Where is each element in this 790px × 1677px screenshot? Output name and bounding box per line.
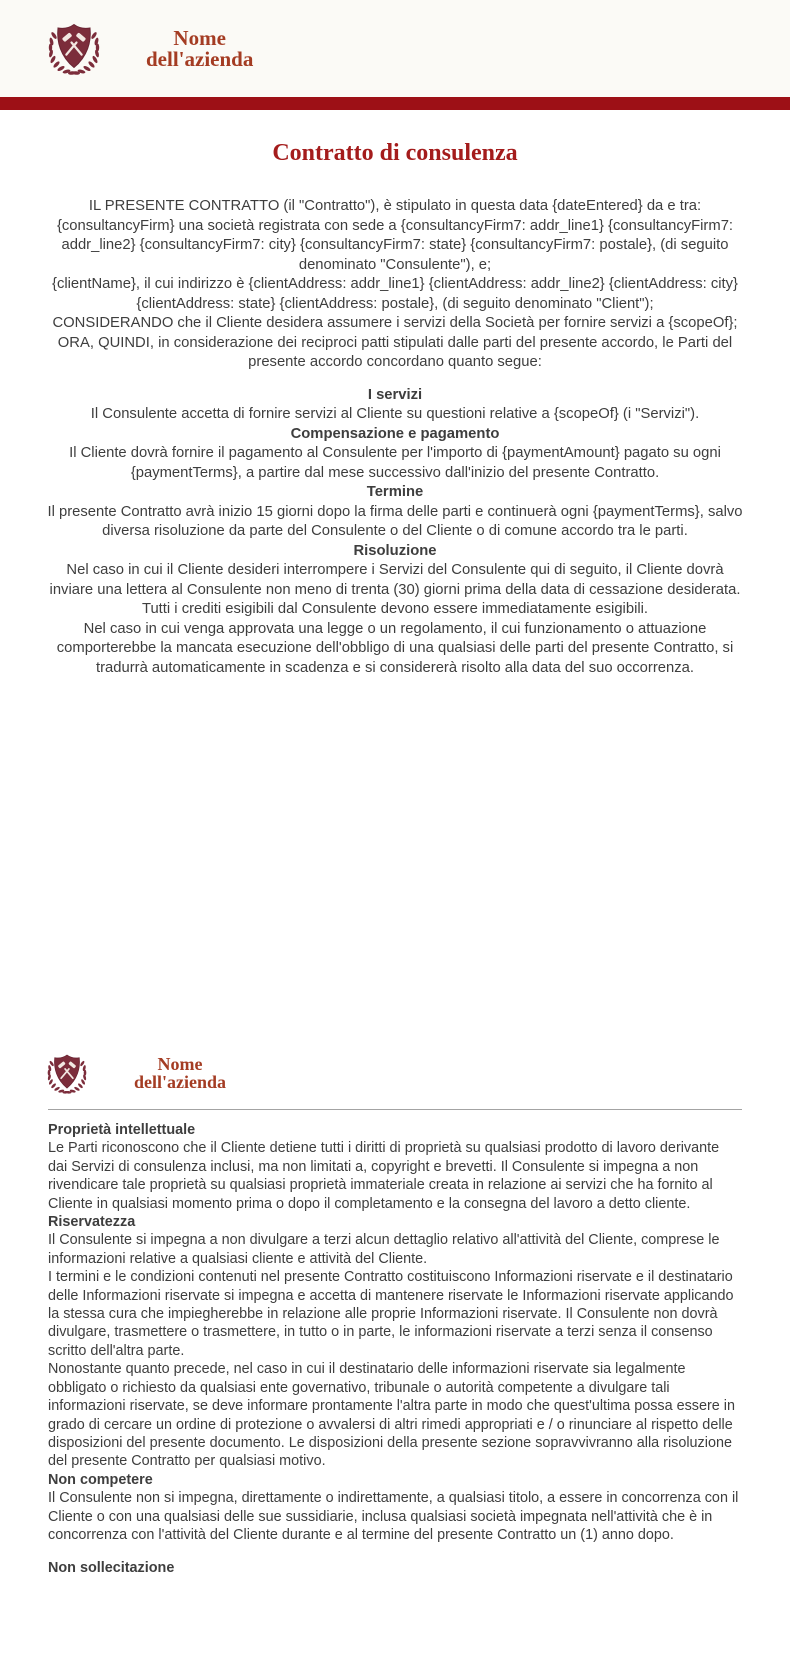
section-non-sollecitazione [48,1559,742,1577]
company-name [146,25,254,71]
intro-paragraph: {clientName}, il cui indirizzo è {clientAddress: addr_line1} {clientAddress: addr_line2} {clientAddress: city} {clientAddress: state} {clientAddress: postale}, (di seguito denominato "Client"); [52,276,738,312]
section-paragraph: Il Consulente non si impegna, direttamente o indirettamente, a qualsiasi titolo, a essere in concorrenza con il Cliente o con una qualsiasi delle sue sussidiarie, inclusa qualsiasi società impegnata nell'attività che è in concorrenza con l'attività del Cliente durante e al termine del presente Contratto un (1) anno dopo. [48,1490,739,1543]
section-paragraph: Nel caso in cui venga approvata una legge o un regolamento, il cui funzionamento o attuazione comporterebbe la mancata esecuzione dell'obbligo di una qualsiasi delle parti del presente Contratto, si tradurrà automaticamente in scadenza e si considererà risolto alla data del suo occorrenza. [56,620,734,676]
page1-sections [45,386,745,679]
section-non-competere [48,1471,742,1545]
section-paragraph: Il presente Contratto avrà inizio 15 giorni dopo la firma delle parti e continuerà ogni {paymentTerms}, salvo diversa risoluzione da parte del Consulente o del Cliente o di comune accordo tra le parti. [47,503,743,539]
section-heading: I servizi [367,386,423,403]
section-risoluzione [45,542,745,679]
section-termine [45,483,745,542]
page1-header [0,0,790,97]
company-name [134,1055,226,1091]
section-paragraph: I termini e le condizioni contenuti nel presente Contratto costituiscono Informazioni riservate e il destinatario delle Informazioni riservate si impegna e accetta di mantenere riservate le Informazioni riservate applicando la stessa cura che impiegherebbe in relazione alle proprie Informazioni riservate. Il Consulente non dovrà divulgare, trasmettere o trasmettere, in tutto o in parte, le informazioni riservate a terzi senza il consenso scritto dell'altra parte. [48,1269,734,1359]
page2 [0,1046,790,1578]
section-paragraph: Nel caso in cui il Cliente desideri interrompere i Servizi del Consulente qui di seguito, il Cliente dovrà inviare una lettera al Consulente non meno di trenta (30) giorni prima della data di cessazione desiderata. Tutti i crediti esigibili dal Consulente devono essere immediatamente esigibili. [49,562,741,617]
section-paragraph: Il Cliente dovrà fornire il pagamento al Consulente per l'importo di {paymentAmount} pagato su ogni {paymentTerms}, a partire dal mese successivo dall'inizio del presente Contratto. [69,445,721,481]
section-riservatezza [48,1213,742,1471]
section-heading: Risoluzione [353,542,437,559]
section-paragraph: Il Consulente accetta di fornire servizi al Cliente su questioni relative a {scopeOf} (i "Servizi"). [90,406,700,422]
intro-block [45,197,745,373]
company-name-line2: dell'azienda [146,46,254,71]
company-name-line1: Nome [173,25,226,50]
intro-paragraph: ORA, QUINDI, in considerazione dei reciproci patti stipulati dalle parti del presente accordo, le Parti del presente accordo concordano quanto segue: [57,334,733,370]
section-proprieta-intellettuale [48,1121,742,1213]
section-heading: Termine [366,484,424,500]
section-heading: Compensazione e pagamento [290,425,500,442]
section-paragraph: Nonostante quanto precede, nel caso in cui il destinatario delle informazioni riservate sia legalmente obbligato o richiesto da qualsiasi ente governativo, tribunale o autorità competente a divulgare tali informazioni riservate, se deve informare prontamente l'altra parte in modo che quest'ultima possa essere in grado di cercare un ordine di protezione o avvalersi di altri rimedi appropriati e / o rinunciare al rispetto delle disposizioni del presente documento. Le disposizioni della presente sezione sopravvivranno alla risoluzione del presente Contratto per qualsiasi motivo. [48,1361,735,1470]
company-name-line2: dell'azienda [134,1072,227,1092]
header-divider [48,1109,742,1110]
intro-paragraph: CONSIDERANDO che il Cliente desidera assumere i servizi della Società per fornire servizi a {scopeOf}; [52,315,738,331]
company-name-line1: Nome [157,1054,203,1074]
intro-paragraph: {consultancyFirm} una società registrata con sede a {consultancyFirm7: addr_line1} {consultancyFirm7: addr_line2} {consultancyFirm7: city} {consultancyFirm7: state} {consultancyFirm7: postale}, (di seguito denominato "Consulente"), e; [56,217,734,273]
company-crest-icon [44,1049,90,1098]
section-heading: Non sollecitazione [48,1560,175,1577]
section-i-servizi [45,386,745,425]
page2-header [0,1046,790,1100]
document-title: Contratto di consulenza [272,140,518,166]
company-crest-icon [44,17,104,80]
page2-body [48,1121,742,1578]
section-heading: Proprietà intellettuale [48,1122,196,1138]
section-paragraph: Le Parti riconoscono che il Cliente detiene tutti i diritti di proprietà su qualsiasi prodotto di lavoro derivante dai Servizi di consulenza inclusi, ma non limitati a, copyright e brevetti. Il Consulente si impegna a non rivendicare tale proprietà su qualsiasi proprietà immateriale creata in relazione ai servizi che ha fornito al Cliente in qualsiasi momento prima o dopo il completamento e la consegna del lavoro a detto cliente. [48,1140,720,1212]
intro-paragraph: IL PRESENTE CONTRATTO (il "Contratto"), è stipulato in questa data {dateEntered} da e tra: [88,198,702,214]
section-heading: Riservatezza [48,1214,136,1231]
accent-bar [0,97,790,110]
section-paragraph: Il Consulente si impegna a non divulgare a terzi alcun dettaglio relativo all'attività del Cliente, comprese le informazioni relative a qualsiasi cliente e attività del Cliente. [48,1232,720,1267]
section-compensazione [45,425,745,484]
section-heading: Non competere [48,1471,153,1488]
page1-body [45,197,745,678]
